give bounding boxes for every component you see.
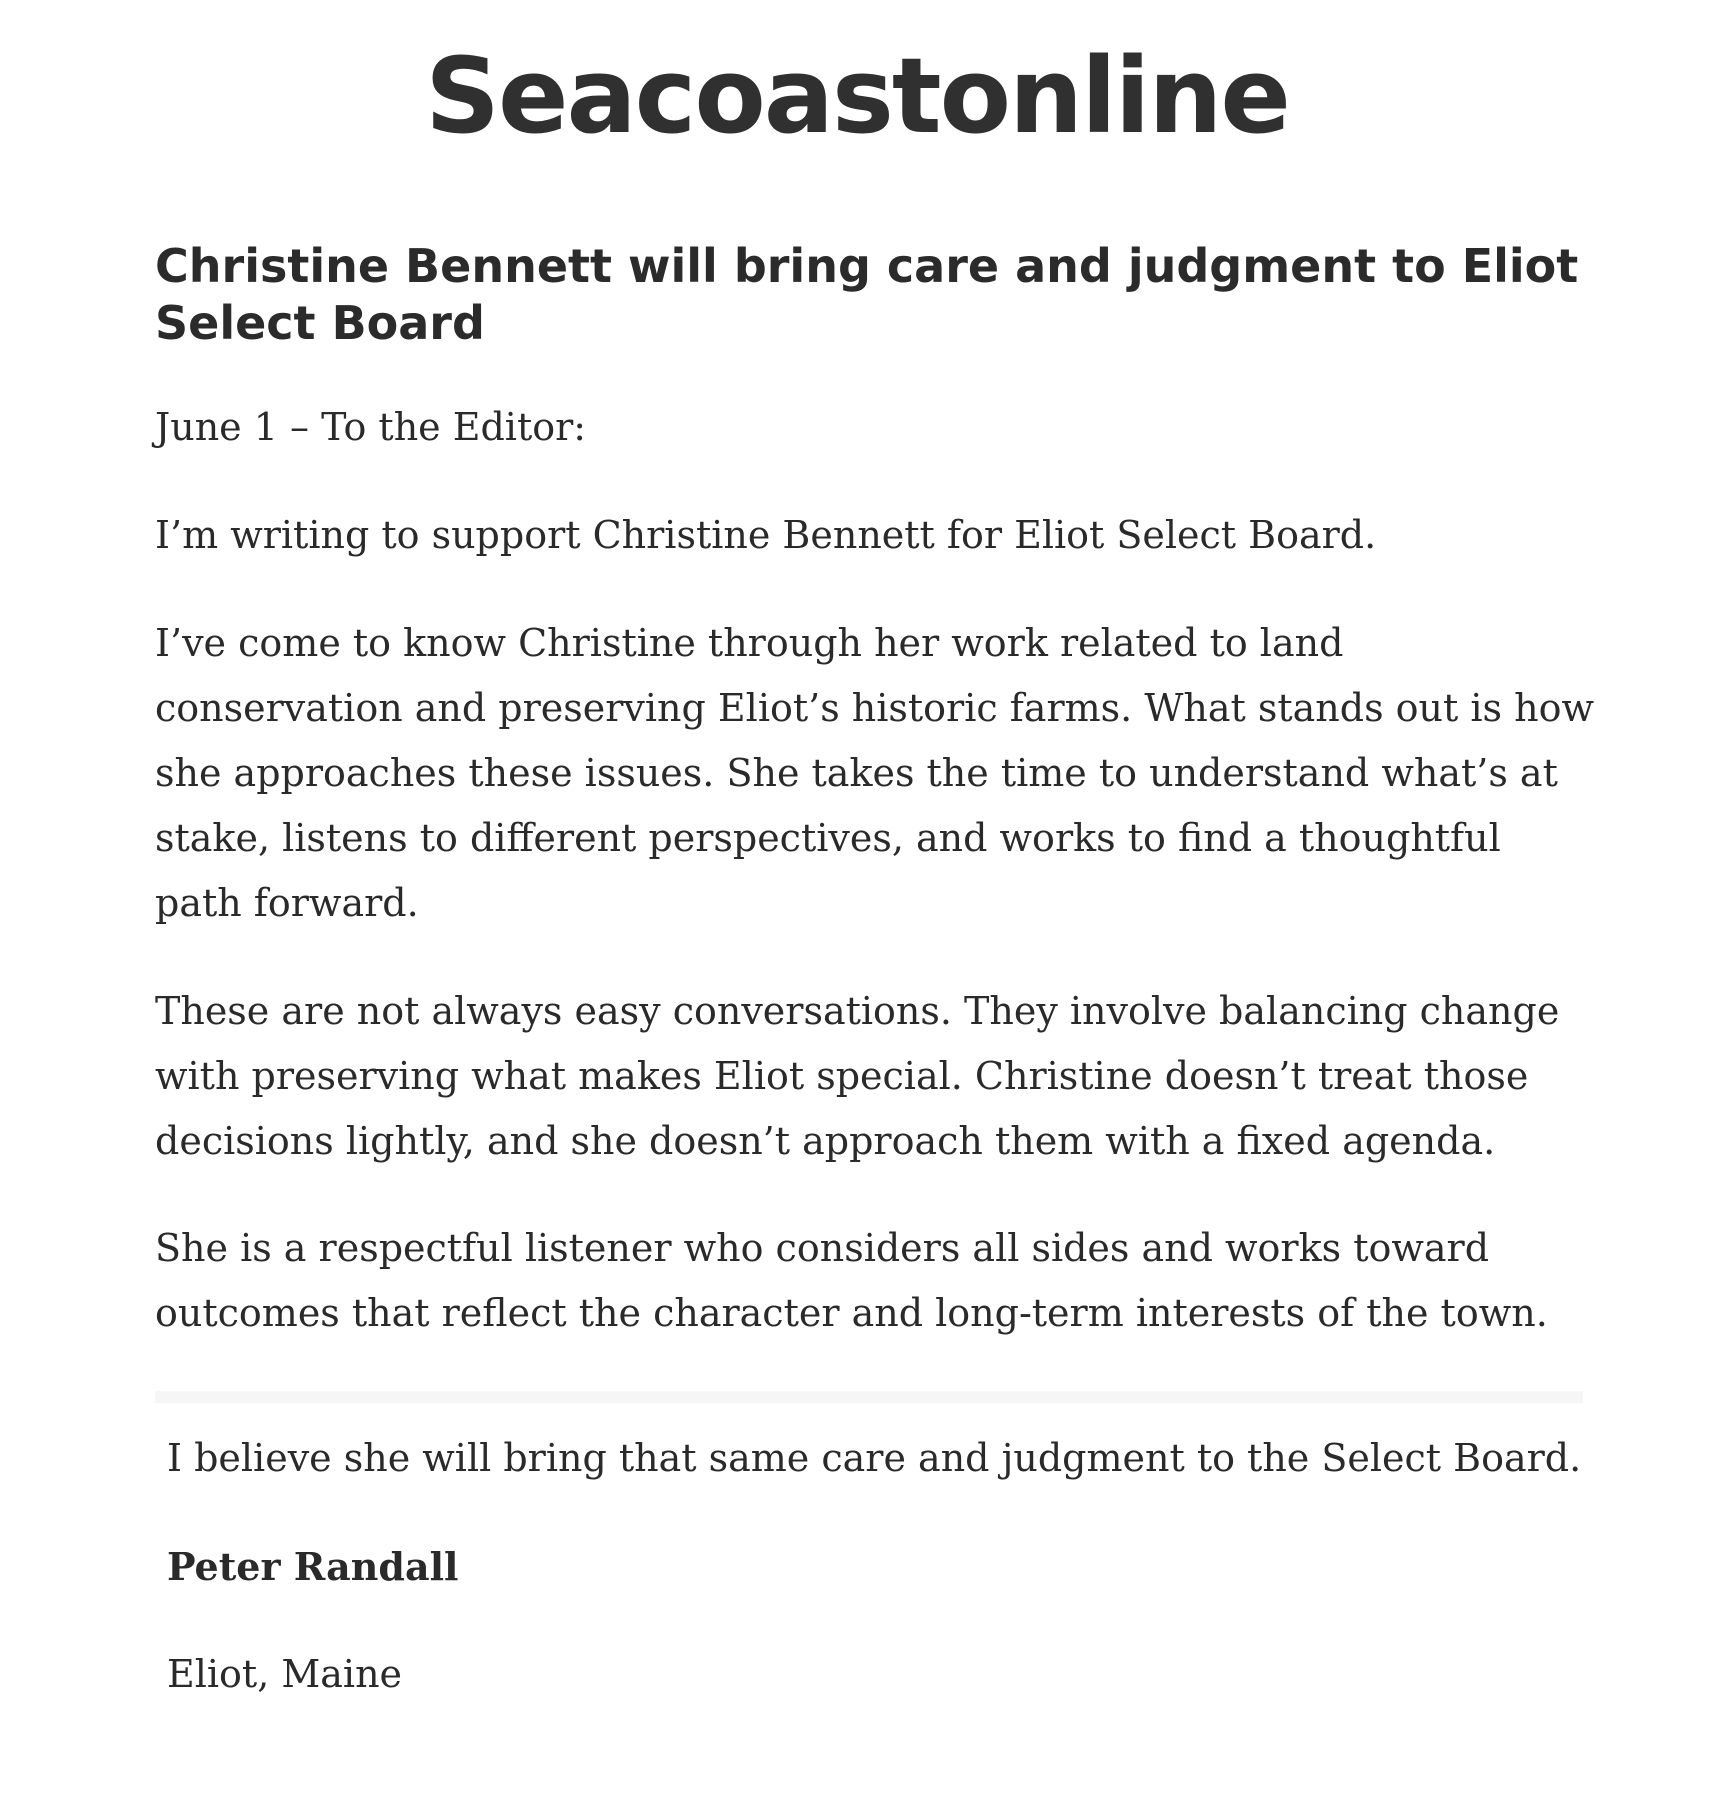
- article-paragraph: She is a respectful listener who considers all sides and works toward outcomes that reflect the character and long-term interests of the town.: [155, 1226, 1548, 1335]
- article-paragraph: These are not always easy conversations. They involve balancing change with preserving what makes Eliot special. Christine doesn’t treat those decisions lightly, and she doesn’t approach them with a fixed agenda.: [155, 989, 1560, 1163]
- section-divider: [155, 1391, 1583, 1403]
- article-paragraph: I’ve come to know Christine through her work related to land conservation and preserving Eliot’s historic farms. What stands out is how she approaches these issues. She takes the time to understand what’s at stake, listens to different perspectives, and works to find a thoughtful path forward.: [155, 621, 1594, 925]
- article-headline: Christine Bennett will bring care and judgment to Eliot Select Board: [155, 239, 1579, 350]
- article-paragraph: I’m writing to support Christine Bennett for Eliot Select Board.: [155, 513, 1377, 557]
- site-logo[interactable]: Seacoastonline: [425, 35, 1289, 157]
- article-closing: I believe she will bring that same care and judgment to the Select Board.: [167, 1436, 1582, 1480]
- author-name: Peter Randall: [167, 1544, 459, 1589]
- author-location: Eliot, Maine: [167, 1652, 403, 1696]
- article-dateline: June 1 – To the Editor:: [155, 405, 587, 449]
